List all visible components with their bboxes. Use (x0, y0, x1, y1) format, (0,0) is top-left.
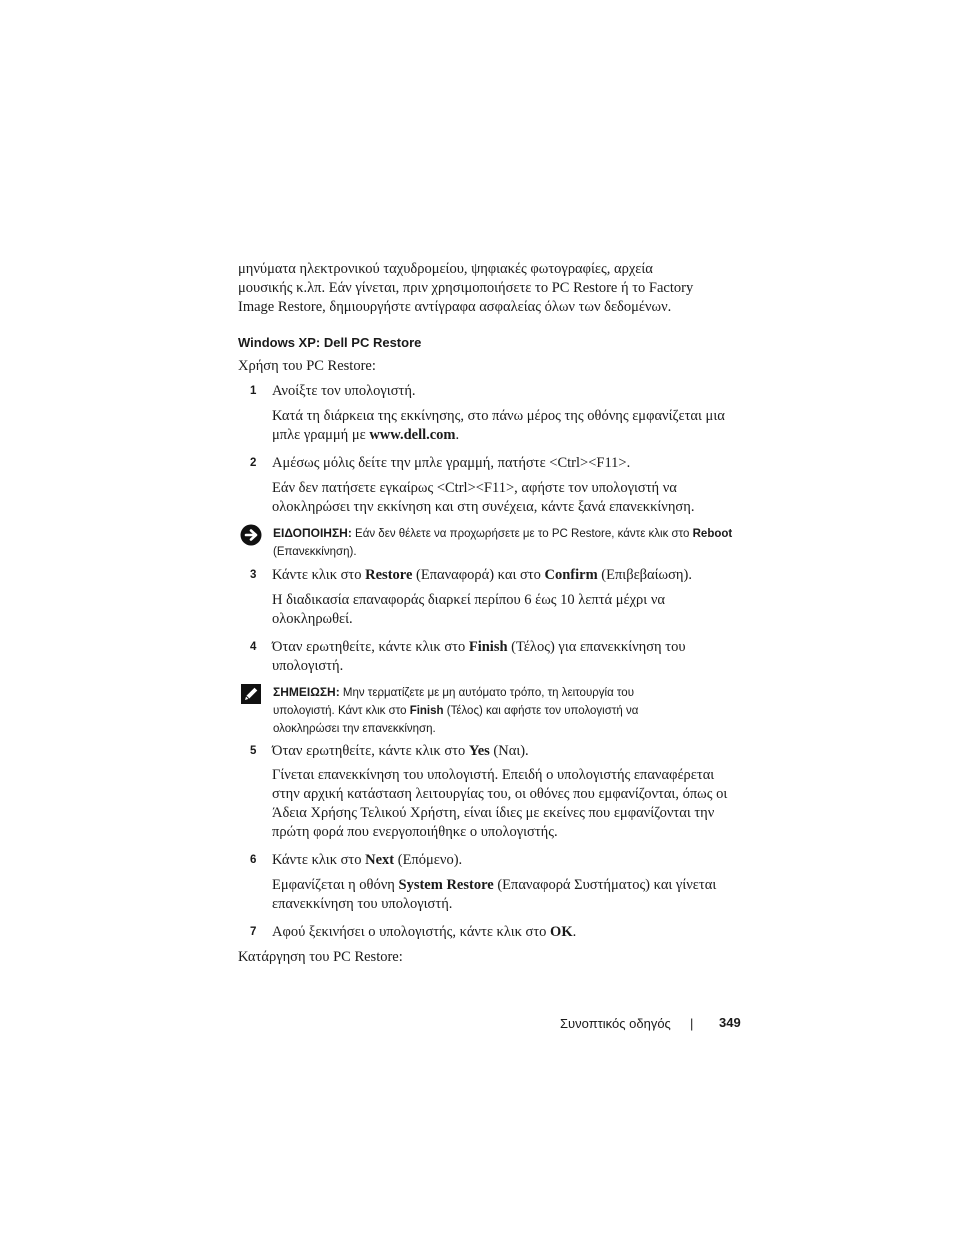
step-4-text-b: (Τέλος) για επανεκκίνηση του υπολογιστή. (272, 639, 686, 674)
step-3-text-a: Κάντε κλικ στο (272, 567, 366, 583)
intro-line-1: μηνύματα ηλεκτρονικού ταχυδρομείου, ψηφιακές φωτογραφίες, αρχεία (238, 261, 653, 277)
step-2-text: Αμέσως μόλις δείτε την μπλε γραμμή, πατήστε <Ctrl><F11>. (272, 455, 631, 471)
step-7-text-a: Αφού ξεκινήσει ο υπολογιστής, κάντε κλικ στο (272, 924, 551, 940)
step-6-text (272, 851, 742, 870)
footer-separator: | (690, 1016, 694, 1031)
step-1-text: Ανοίξτε τον υπολογιστή. (272, 383, 416, 399)
section-heading: Windows XP: Dell PC Restore (238, 335, 422, 350)
notice-text: Εάν δεν θέλετε να προχωρήσετε με το PC Restore, κάντε κλικ στο (351, 528, 693, 540)
ok-term: OK (550, 924, 573, 940)
notice-label: ΕΙΔΟΠΟΙΗΣΗ: (273, 526, 352, 540)
step-6-detail-b: (Επαναφορά Συστήματος) και γίνεται επανεκκίνηση του υπολογιστή. (272, 877, 717, 912)
dell-url: www.dell.com (369, 427, 456, 443)
system-restore-term: System Restore (398, 877, 494, 893)
step-5-detail: Γίνεται επανεκκίνηση του υπολογιστή. Επειδή ο υπολογιστής επαναφέρεται στην αρχική κατάσταση λειτουργίας του, οι οθόνες που εμφανίζονται, όπως οι Άδεια Χρήσης Τελικού Χρήστη, είναι ίδιες με εκείνες που εμφανίζονται την πρώτη φορά που ενεργοποιήθηκε ο υπολογιστής. (272, 767, 728, 840)
step-1-detail-text: Κατά τη διάρκεια της εκκίνησης, στο πάνω μέρος της οθόνης εμφανίζεται μια μπλε γραμμή με (272, 408, 725, 443)
step-7-text (272, 923, 742, 942)
step-5-text (272, 742, 742, 761)
yes-term: Yes (468, 743, 490, 759)
step-1-detail-end: . (455, 427, 460, 443)
step-6-text-b: (Επόμενο). (394, 852, 463, 868)
finish-term-note: Finish (409, 705, 444, 717)
step-4-number: 4 (250, 641, 257, 653)
step-2-number: 2 (250, 457, 257, 469)
step-7-number: 7 (250, 926, 257, 938)
reboot-term: Reboot (692, 528, 733, 540)
step-2-detail: Εάν δεν πατήσετε εγκαίρως <Ctrl><F11>, αφήστε τον υπολογιστή να ολοκληρώσει την εκκίνηση και στη συνέχεια, κάντε ξανά επανεκκίνηση. (272, 480, 695, 515)
intro-line-3: Image Restore, δημιουργήστε αντίγραφα ασφαλείας όλων των δεδομένων. (238, 299, 672, 315)
note-block (273, 683, 683, 738)
note-text: Μην τερματίζετε με μη αυτόματο τρόπο, τη λειτουργία του υπολογιστή. Κάντ κλικ στο (273, 687, 634, 717)
step-3-text (272, 566, 742, 585)
restore-term: Restore (365, 567, 413, 583)
step-5-number: 5 (250, 745, 257, 757)
usage-label: Χρήση του PC Restore: (238, 358, 376, 374)
footer-title: Συνοπτικός οδηγός (560, 1016, 671, 1031)
step-3-text-c: (Επιβεβαίωση). (597, 567, 692, 583)
caution-icon (240, 524, 262, 546)
step-5-text-b: (Ναι). (489, 743, 529, 759)
removal-label: Κατάργηση του PC Restore: (238, 949, 403, 965)
step-3-text-b: (Επαναφορά) και στο (412, 567, 545, 583)
note-text-end: (Τέλος) και αφήστε τον υπολογιστή να ολοκληρώσει την επανεκκίνηση. (273, 705, 639, 735)
step-7-text-b: . (572, 924, 577, 940)
note-label: ΣΗΜΕΙΩΣΗ: (273, 685, 340, 699)
step-1-detail (272, 407, 734, 445)
step-6-detail (272, 876, 742, 914)
notice-text-end: (Επανεκκίνηση). (273, 546, 357, 558)
step-1-number: 1 (250, 385, 257, 397)
step-5-text-a: Όταν ερωτηθείτε, κάντε κλικ στο (272, 743, 469, 759)
page-number: 349 (719, 1015, 741, 1030)
step-6-text-a: Κάντε κλικ στο (272, 852, 366, 868)
step-6-detail-a: Εμφανίζεται η οθόνη (272, 877, 399, 893)
step-3-number: 3 (250, 569, 257, 581)
step-4-text (272, 638, 732, 676)
intro-line-2: μουσικής κ.λπ. Εάν γίνεται, πριν χρησιμοποιήσετε το PC Restore ή το Factory (238, 280, 694, 296)
confirm-term: Confirm (544, 567, 598, 583)
step-3-detail: Η διαδικασία επαναφοράς διαρκεί περίπου 6 έως 10 λεπτά μέχρι να ολοκληρωθεί. (272, 592, 665, 627)
step-6-number: 6 (250, 854, 257, 866)
finish-term: Finish (468, 639, 508, 655)
intro-paragraph (238, 260, 758, 317)
next-term: Next (365, 852, 395, 868)
notice-block (273, 524, 743, 561)
step-4-text-a: Όταν ερωτηθείτε, κάντε κλικ στο (272, 639, 469, 655)
note-pencil-icon (240, 683, 262, 705)
